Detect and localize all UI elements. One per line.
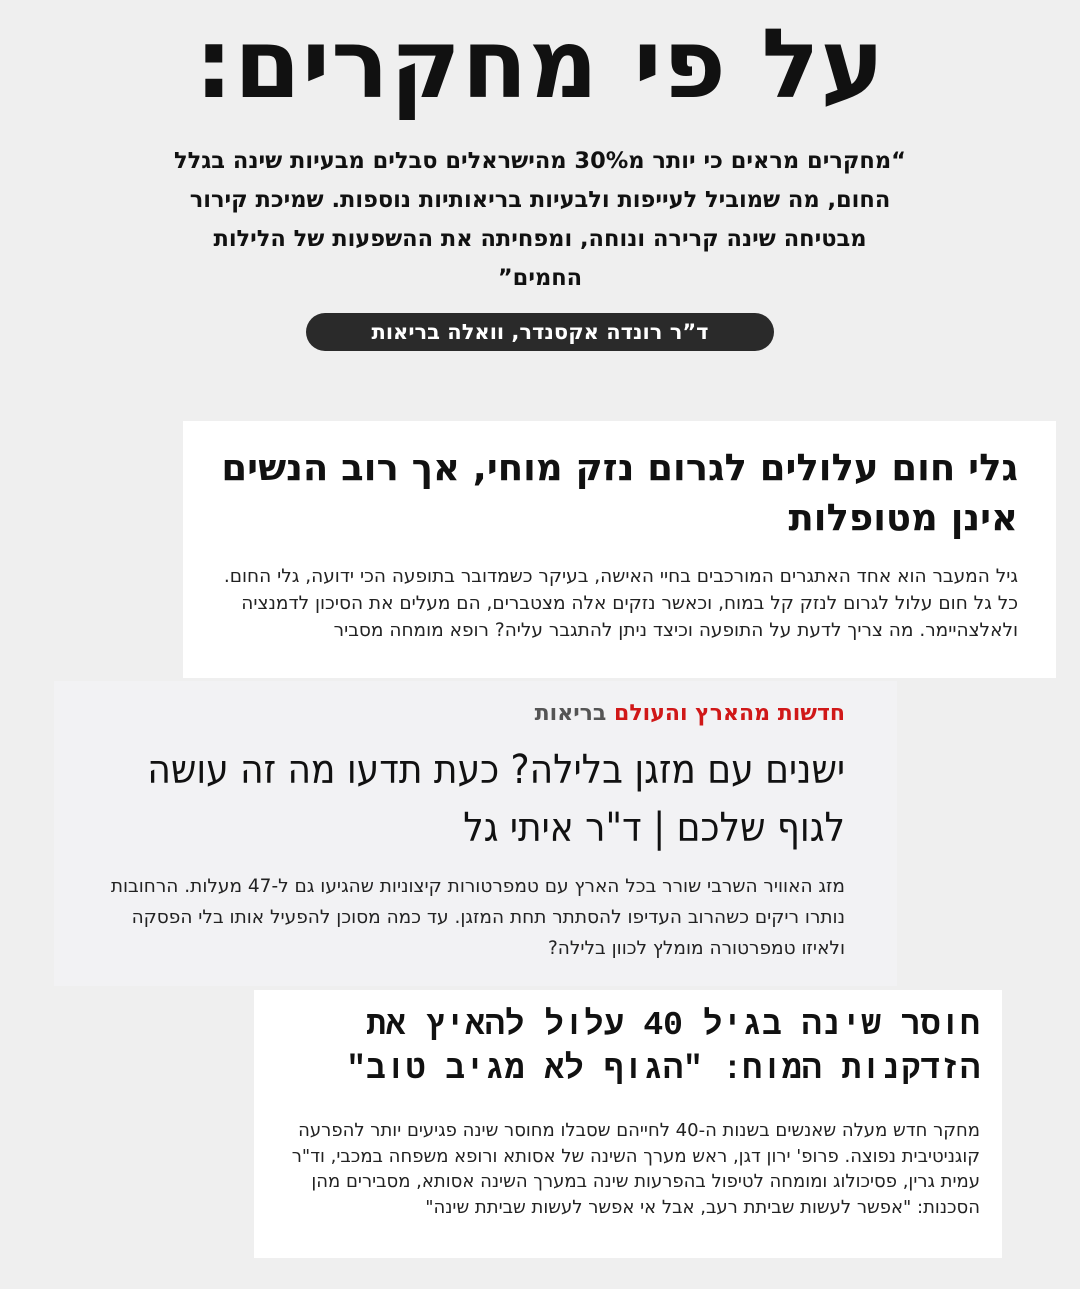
expert-quote: “מחקרים מראים כי יותר מ30% מהישראלים סבלים מבעיות שינה בגלל החום, מה שמוביל לעייפות ולבעיות בריאותיות נוספות. שמיכת קירור מבטיחה שינה קרירה ונוחה, ומפחיתה את ההשפעות של הלילות החמים” xyxy=(174,148,906,291)
article-card-heat-waves[interactable] xyxy=(183,421,1056,678)
kicker-section[interactable]: חדשות מהארץ והעולם xyxy=(614,701,845,726)
article-headline[interactable]: חוסר שינה בגיל 40 עלול להאיץ את הזדקנות המוח: "הגוף לא מגיב טוב" xyxy=(346,1007,980,1088)
article-kicker xyxy=(84,697,845,731)
article-headline[interactable]: גלי חום עלולים לגרום נזק מוחי, אך רוב הנשים אינן מטופלות xyxy=(221,446,1018,539)
page-title: על פי מחקרים: xyxy=(194,8,886,120)
article-headline[interactable]: ישנים עם מזגן בלילה? כעת תדעו מה זה עושה לגוף שלכם | ד"ר איתי גל xyxy=(147,747,845,851)
article-card-sleep-deprivation[interactable] xyxy=(254,990,1002,1258)
article-summary: גיל המעבר הוא אחד האתגרים המורכבים בחיי האישה, בעיקר כשמדובר בתופעה הכי ידועה, גלי החום. כל גל חום עלול לגרום לנזק קל במוח, וכאשר נזקים אלה מצטברים, הם מעלים את הסיכון לדמנציה ולאלצהיימר. מה צריך לדעת על התופעה וכיצד ניתן להתגבר עליה? רופא מומחה מסביר xyxy=(223,566,1018,641)
article-card-air-conditioner[interactable] xyxy=(54,681,897,986)
quote-attribution-badge: ד”ר רונדה אקסנדר, וואלה בריאות xyxy=(306,313,774,351)
article-summary: מזג האוויר השרבי שורר בכל הארץ עם טמפרטורות קיצוניות שהגיעו גם ל-47 מעלות. הרחובות נותרו ריקים כשהרוב העדיפו להסתתר תחת המזגן. עד כמה מסוכן להפעיל אותו בלי הפסקה ולאיזו טמפרטורה מומלץ לכוון בלילה? xyxy=(110,876,845,959)
article-summary: מחקר חדש מעלה שאנשים בשנות ה-40 לחייהם שסבלו מחוסר שינה פגיעים יותר להפרעה קוגניטיבית נפוצה. פרופ' ירון דגן, ראש מערך השינה של אסותא ורופא משפחה במכבי, וד"ר עמית גרין, פסיכולוג ומומחה לטיפול בהפרעות שינה במערך השינה אסותא, מסבירים מהן הסכנות: "אפשר לעשות שביתת רעב, אבל אי אפשר לעשות שביתת שינה" xyxy=(291,1120,980,1218)
kicker-category[interactable]: בריאות xyxy=(534,701,607,726)
